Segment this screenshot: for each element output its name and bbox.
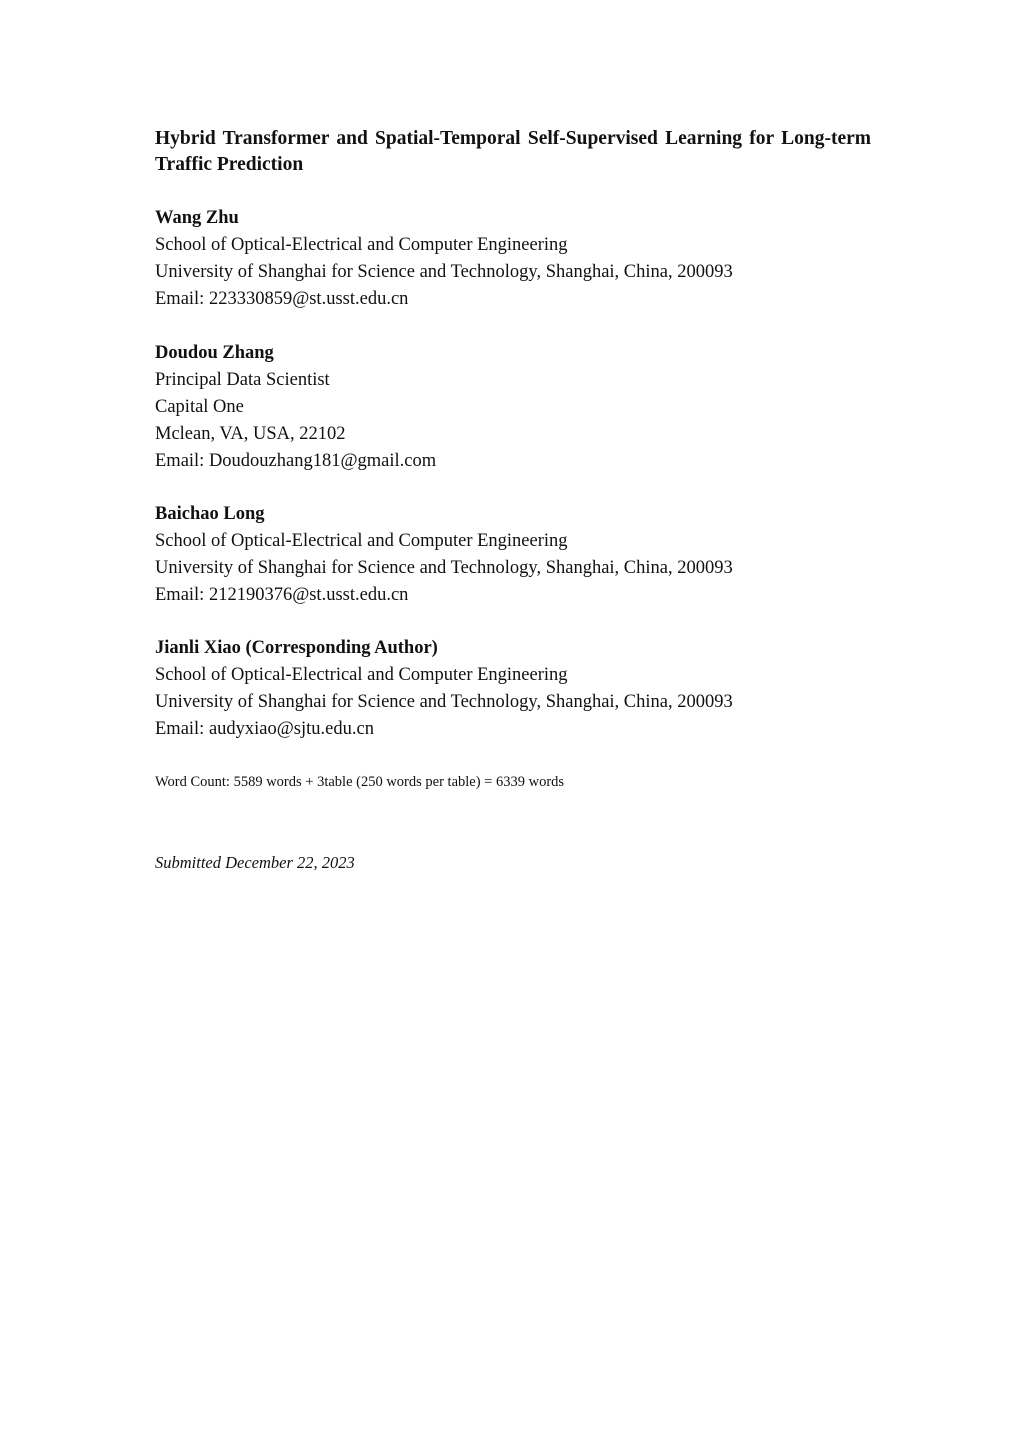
author-name: Baichao Long [155, 504, 265, 524]
author-block [155, 635, 915, 743]
word-count: Word Count: 5589 words + 3table (250 words per table) = 6339 words [155, 774, 565, 790]
author-email: Email: Doudouzhang181@gmail.com [155, 451, 437, 471]
author-affiliation-university: University of Shanghai for Science and Technology, Shanghai, China, 200093 [155, 262, 733, 282]
author-company: Capital One [155, 397, 244, 417]
author-name: Jianli Xiao (Corresponding Author) [155, 638, 438, 658]
author-affiliation-department: School of Optical-Electrical and Computer Engineering [155, 665, 568, 685]
author-affiliation-department: School of Optical-Electrical and Computer Engineering [155, 235, 568, 255]
paper-title: Hybrid Transformer and Spatial-Temporal Self-Supervised Learning for Long-term Traffic Prediction [155, 128, 871, 175]
author-block [155, 340, 915, 475]
author-affiliation-university: University of Shanghai for Science and Technology, Shanghai, China, 200093 [155, 558, 733, 578]
author-email: Email: 212190376@st.usst.edu.cn [155, 585, 409, 605]
author-location: Mclean, VA, USA, 22102 [155, 424, 346, 444]
author-block [155, 205, 915, 313]
author-affiliation-department: School of Optical-Electrical and Computer Engineering [155, 531, 568, 551]
author-name: Doudou Zhang [155, 343, 274, 363]
author-role: Principal Data Scientist [155, 370, 330, 390]
author-email: Email: audyxiao@sjtu.edu.cn [155, 719, 374, 739]
submission-date: Submitted December 22, 2023 [155, 853, 355, 872]
author-email: Email: 223330859@st.usst.edu.cn [155, 289, 409, 309]
author-block [155, 501, 915, 609]
author-affiliation-university: University of Shanghai for Science and Technology, Shanghai, China, 200093 [155, 692, 733, 712]
author-name: Wang Zhu [155, 208, 239, 228]
